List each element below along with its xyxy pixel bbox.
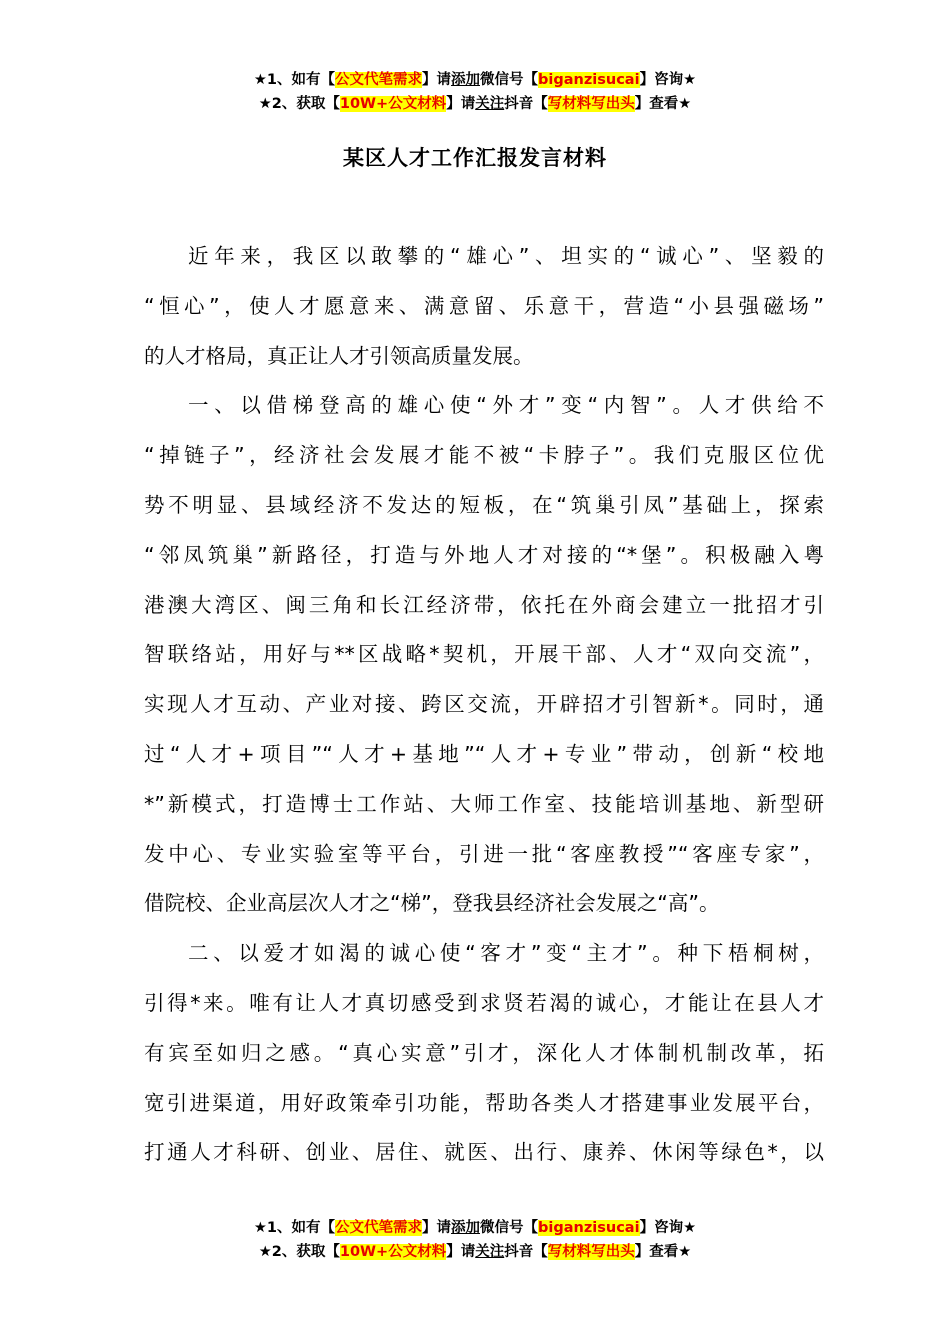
promo-wechat-id: biganzisucai (538, 72, 640, 88)
promo-line-1 (0, 1216, 950, 1240)
promo-text: ★1、如有【 (253, 72, 336, 88)
promo-highlight: 10W+公文材料 (339, 1244, 447, 1260)
promo-text: 】请 (422, 72, 452, 88)
promo-underlined: 添加 (451, 72, 481, 88)
promo-highlight: 公文代笔需求 (335, 72, 423, 88)
promo-text: 】查看★ (634, 96, 692, 112)
promo-highlight: 10W+公文材料 (339, 96, 447, 112)
body-line: *”新模式，打造博士工作站、大师工作室、技能培训基地、新型研 (144, 791, 824, 816)
body-line: 借院校、企业高层次人才之“梯”，登我县经济社会发展之“高”。 (144, 891, 720, 916)
body-line: 引得*来。唯有让人才真切感受到求贤若渴的诚心，才能让在县人才 (144, 990, 824, 1015)
body-line: 二、以爱才如渴的诚心使“客才”变“主才”。种下梧桐树， (188, 941, 824, 966)
promo-douyin-id: 写材料写出头 (547, 96, 635, 112)
body-line: “掉链子”，经济社会发展才能不被“卡脖子”。我们克服区位优 (144, 443, 824, 468)
header-promo-banner (0, 68, 950, 116)
promo-text: 】请 (422, 1220, 452, 1236)
promo-text: 微信号【 (480, 1220, 539, 1236)
promo-line-2 (0, 92, 950, 116)
promo-wechat-id: biganzisucai (538, 1220, 640, 1236)
promo-text: 】咨询★ (639, 72, 697, 88)
body-line: 港澳大湾区、闽三角和长江经济带，依托在外商会建立一批招才引 (144, 592, 824, 617)
body-line: 有宾至如归之感。“真心实意”引才，深化人才体制机制改革，拓 (144, 1040, 824, 1065)
promo-text: 微信号【 (480, 72, 539, 88)
promo-text: ★2、获取【 (258, 96, 340, 112)
body-line: “邻凤筑巢”新路径，打造与外地人才对接的“*堡”。积极融入粤 (144, 542, 824, 567)
body-line: 过“人才+项目”“人才+基地”“人才+专业”带动，创新“校地 (144, 741, 824, 766)
body-line: 智联络站，用好与**区战略*契机，开展干部、人才“双向交流”， (144, 642, 824, 667)
promo-text: 】查看★ (634, 1244, 692, 1260)
promo-highlight: 公文代笔需求 (335, 1220, 423, 1236)
body-line: 打通人才科研、创业、居住、就医、出行、康养、休闲等绿色*，以 (144, 1140, 824, 1165)
promo-text: ★1、如有【 (253, 1220, 336, 1236)
promo-underlined: 关注 (475, 1244, 505, 1260)
promo-text: 抖音【 (504, 1244, 548, 1260)
body-line: 一、以借梯登高的雄心使“外才”变“内智”。人才供给不 (188, 393, 824, 418)
promo-text: 】请 (446, 96, 476, 112)
promo-text: ★2、获取【 (258, 1244, 340, 1260)
body-line: 发中心、专业实验室等平台，引进一批“客座教授”“客座专家”， (144, 841, 824, 866)
promo-underlined: 添加 (451, 1220, 481, 1236)
document-title: 某区人才工作汇报发言材料 (343, 146, 607, 170)
promo-text: 】咨询★ (639, 1220, 697, 1236)
promo-douyin-id: 写材料写出头 (547, 1244, 635, 1260)
body-line: 的人才格局，真正让人才引领高质量发展。 (144, 343, 534, 368)
body-line: 宽引进渠道，用好政策牵引功能，帮助各类人才搭建事业发展平台， (144, 1090, 824, 1115)
promo-underlined: 关注 (475, 96, 505, 112)
promo-text: 抖音【 (504, 96, 548, 112)
promo-line-2 (0, 1240, 950, 1264)
body-line: 实现人才互动、产业对接、跨区交流，开辟招才引智新*。同时，通 (144, 692, 824, 717)
document-body (144, 232, 824, 1178)
body-line: 势不明显、县域经济不发达的短板，在“筑巢引凤”基础上，探索 (144, 492, 824, 517)
promo-line-1 (0, 68, 950, 92)
footer-promo-banner (0, 1216, 950, 1264)
promo-text: 】请 (446, 1244, 476, 1260)
body-line: 近年来，我区以敢攀的“雄心”、坦实的“诚心”、坚毅的 (188, 244, 824, 268)
body-line: “恒心”，使人才愿意来、满意留、乐意干，营造“小县强磁场” (144, 293, 824, 318)
